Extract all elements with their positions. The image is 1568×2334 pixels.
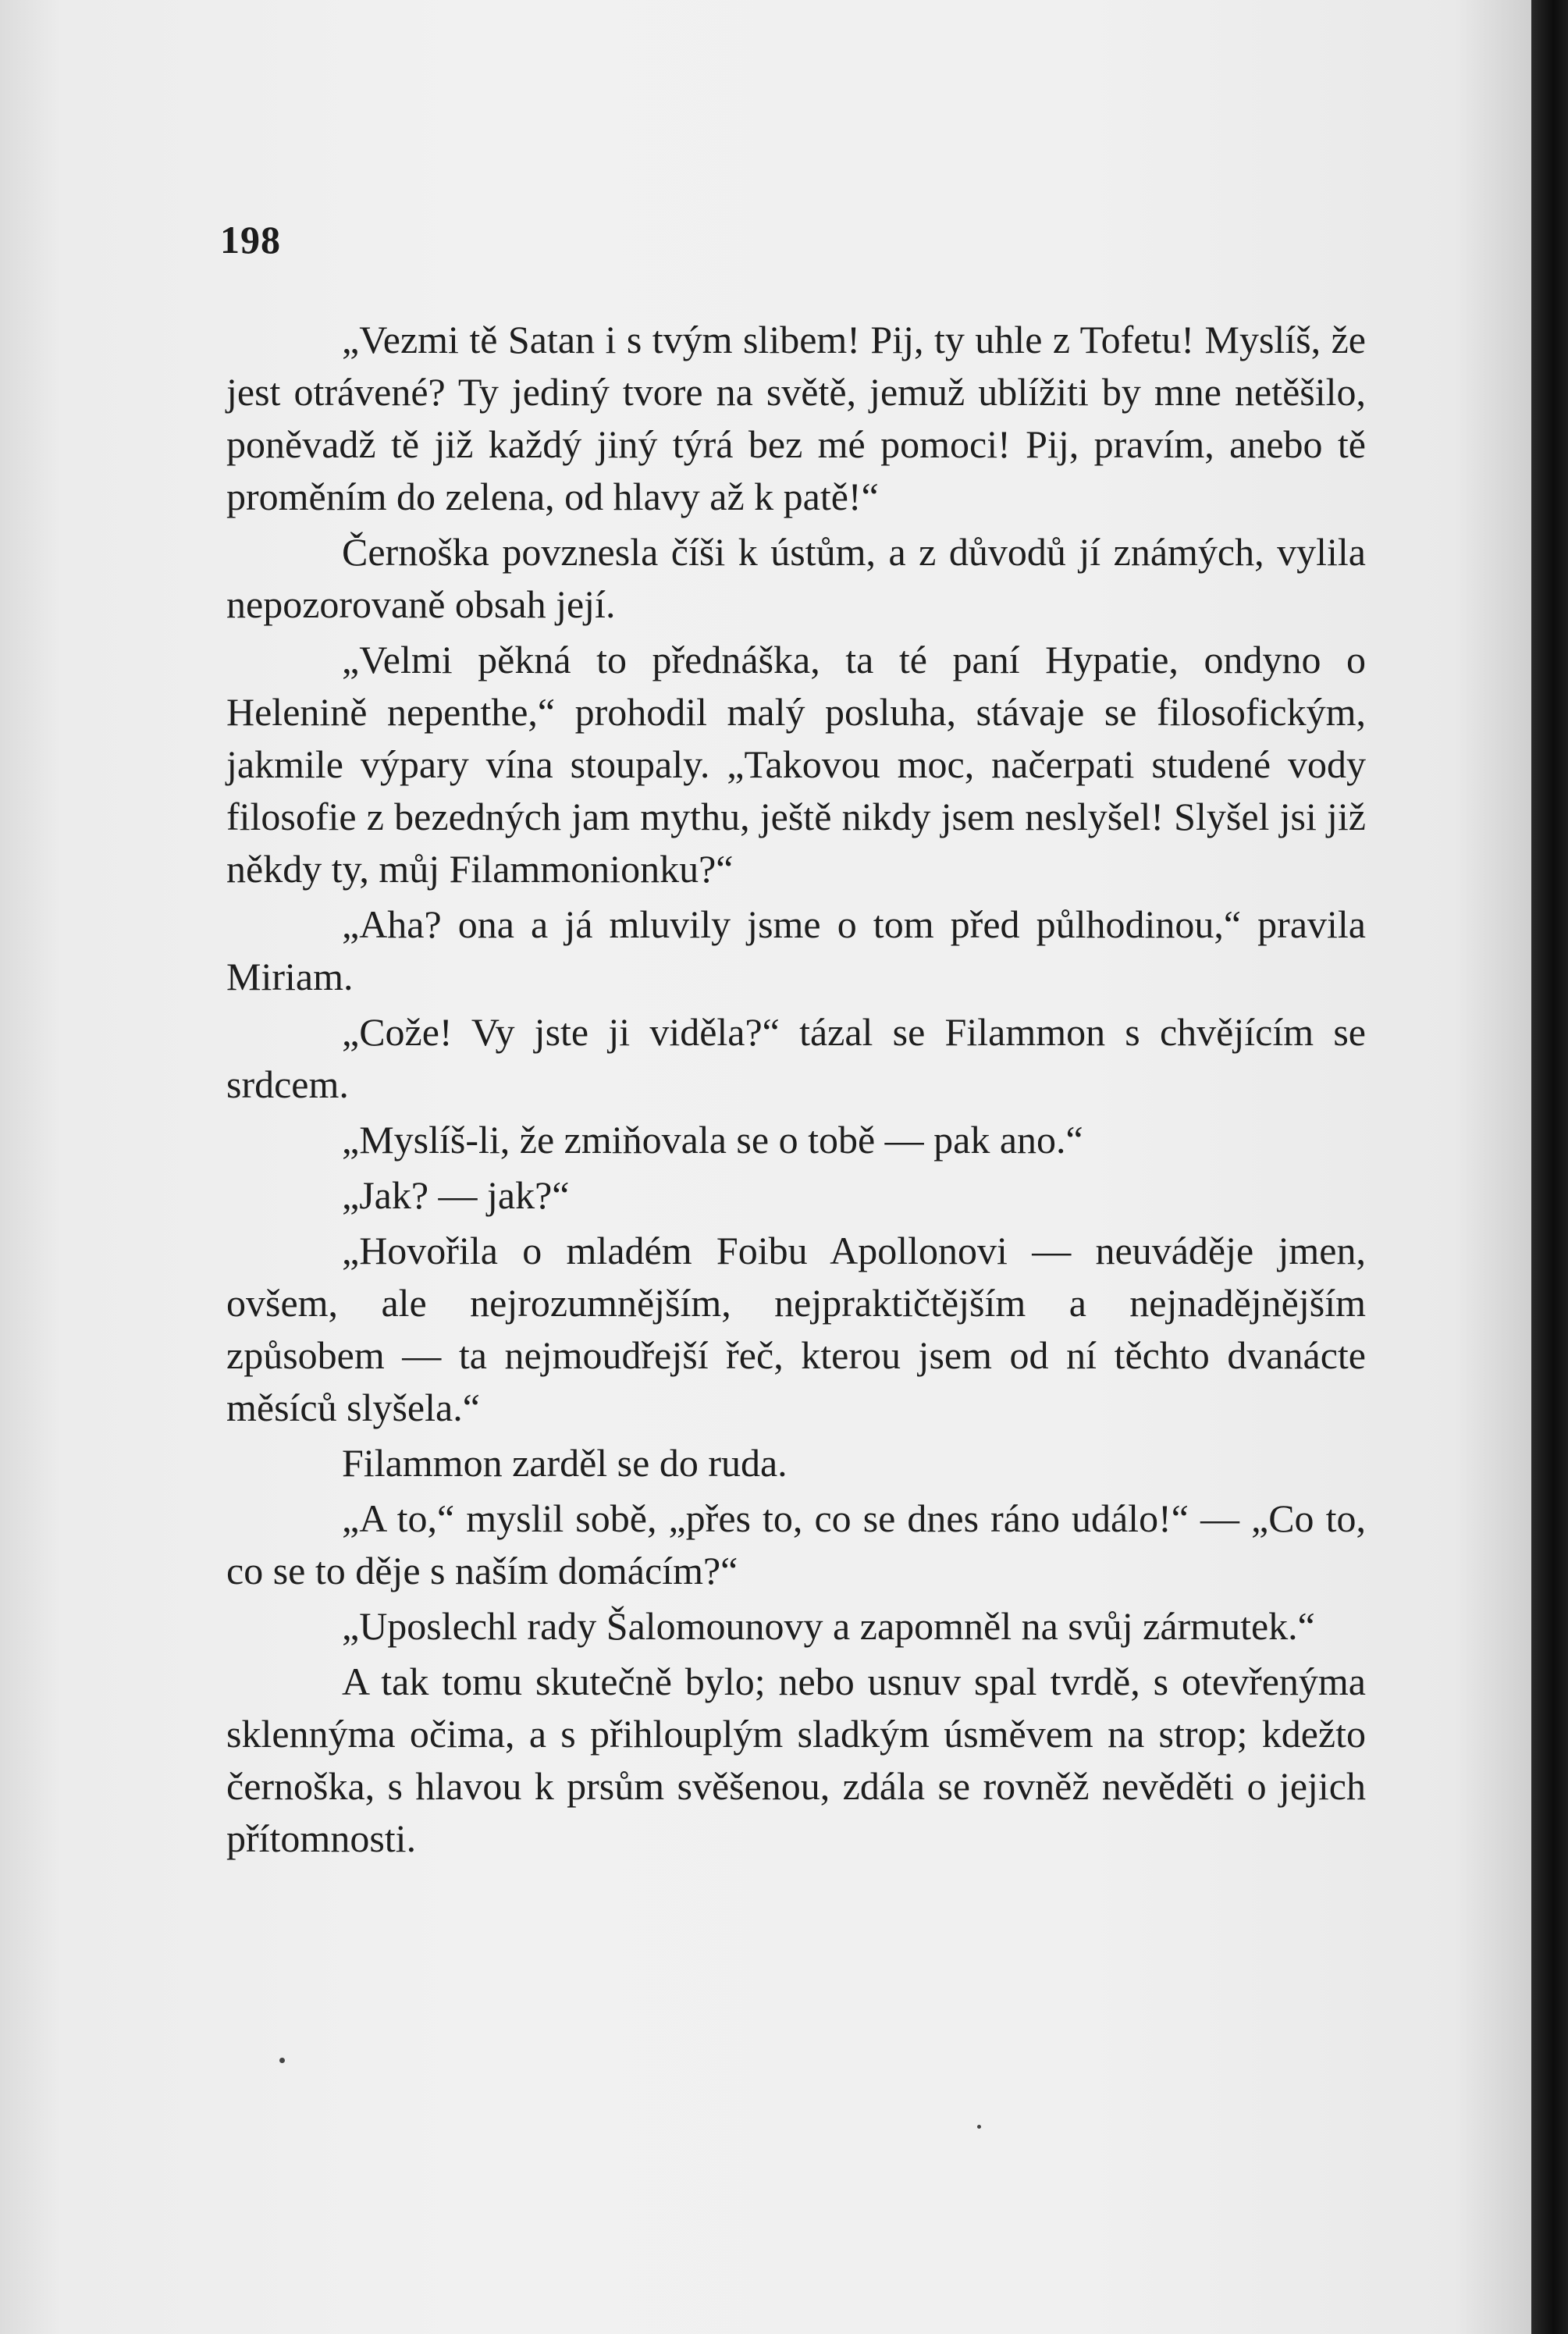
paragraph: „Uposlechl rady Šalomounovy a zapomněl na svůj zármutek.“	[342, 1604, 1315, 1648]
paragraph: „Aha? ona a já mluvily jsme o tom před půlhodinou,“ pravila Miriam.	[226, 902, 1366, 998]
paragraph: „Cože! Vy jste ji viděla?“ tázal se Filammon s chvějícím se srdcem.	[226, 1010, 1366, 1106]
paragraph: „A to,“ myslil sobě, „přes to, co se dnes ráno událo!“ — „Co to, co se to děje s naším domácím?“	[226, 1496, 1366, 1592]
paragraph: „Myslíš-li, že zmiňovala se o tobě — pak ano.“	[342, 1118, 1083, 1162]
paragraph: A tak tomu skutečně bylo; nebo usnuv spal tvrdě, s otevřenýma sklennýma očima, a s přihlouplým sladkým úsměvem na strop; kdežto černoška, s hlavou k prsům svěšenou, zdála se rovněž nevěděti o jejich přítomnosti.	[226, 1660, 1366, 1860]
paragraph: „Velmi pěkná to přednáška, ta té paní Hypatie, ondyno o Helenině nepenthe,“ prohodil malý posluha, stávaje se filosofickým, jakmile výpary vína stoupaly. „Takovou moc, načerpati studené vody filosofie z bezedných jam mythu, ještě nikdy jsem neslyšel! Slyšel jsi již někdy ty, můj Filammonionku?“	[226, 638, 1366, 891]
paragraph: Filammon zarděl se do ruda.	[342, 1441, 788, 1485]
paragraph: „Vezmi tě Satan i s tvým slibem! Pij, ty uhle z Tofetu! Myslíš, že jest otrávené? Ty jediný tvore na světě, jemuž ublížiti by mne netěšilo, poněvadž tě již každý jiný týrá bez mé pomoci! Pij, pravím, anebo tě proměním do zelena, od hlavy až k patě!“	[226, 318, 1366, 518]
body-text	[226, 314, 1366, 1868]
page-edge-shadow	[1531, 0, 1568, 2334]
print-speck	[977, 2125, 981, 2129]
paragraph: Černoška povznesla číši k ústům, a z důvodů jí známých, vylila nepozorovaně obsah její.	[226, 530, 1366, 626]
print-speck	[279, 2058, 285, 2063]
paragraph: „Jak? — jak?“	[342, 1173, 570, 1217]
paragraph: „Hovořila o mladém Foibu Apollonovi — neuváděje jmen, ovšem, ale nejrozumnějším, nejpraktičtějším a nejnadějnějším způsobem — ta nejmoudřejší řeč, kterou jsem od ní těchto dvanácte měsíců slyšela.“	[226, 1229, 1366, 1429]
page-number: 198	[220, 218, 281, 262]
